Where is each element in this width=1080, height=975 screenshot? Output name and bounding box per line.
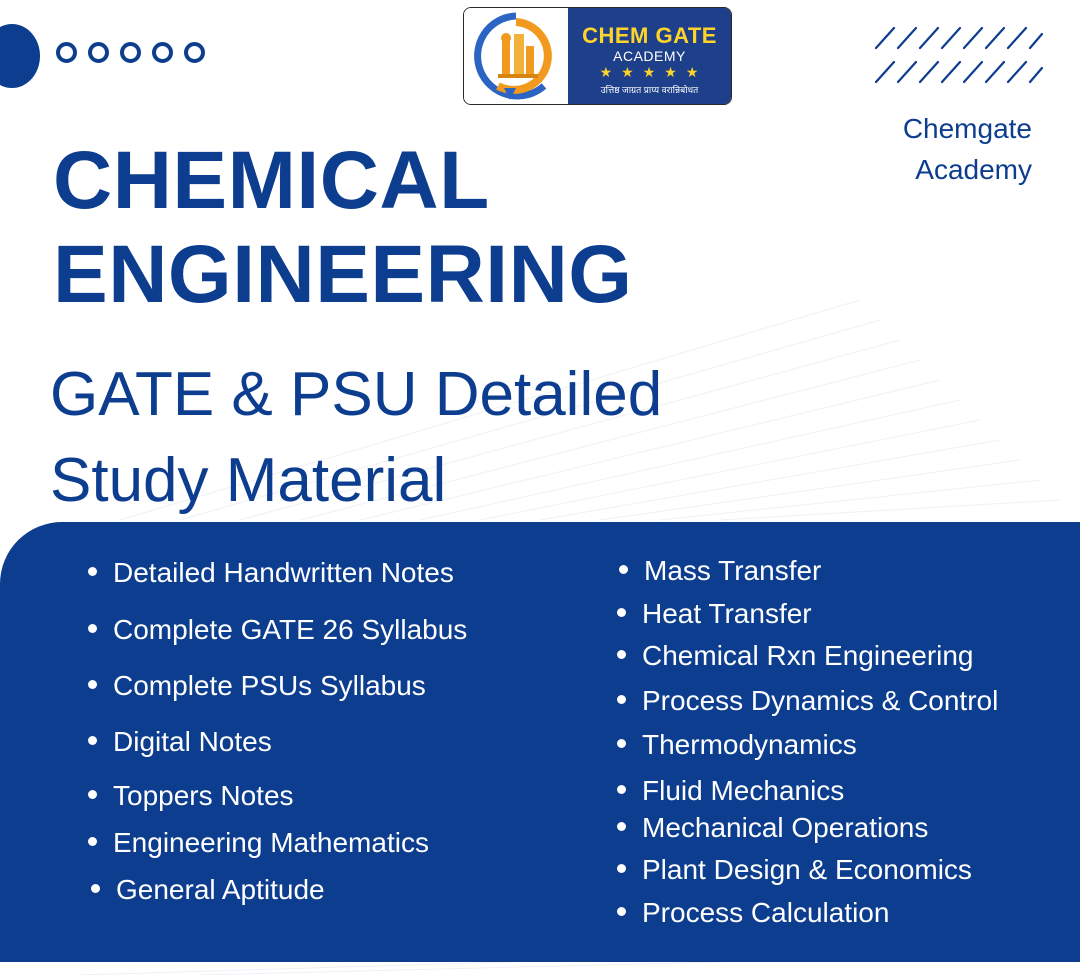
bullet-icon	[88, 680, 97, 689]
list-item	[88, 725, 272, 759]
ring-dot	[120, 42, 141, 63]
academy-name-line2: Academy	[915, 154, 1032, 185]
logo-motto: उत्तिष्ठ जाग्रत प्राप्य वरान्निबोधत	[600, 84, 699, 95]
list-item	[617, 728, 857, 762]
ring-dot	[152, 42, 173, 63]
list-item	[88, 613, 467, 647]
list-item-label: Toppers Notes	[113, 780, 294, 811]
list-item	[617, 896, 889, 930]
list-item	[617, 597, 812, 631]
subtitle	[50, 352, 662, 524]
list-item-label: Chemical Rxn Engineering	[642, 640, 974, 671]
bullet-icon	[617, 785, 626, 794]
list-item-label: Fluid Mechanics	[642, 775, 845, 806]
logo-emblem	[464, 8, 568, 104]
list-item-label: Thermodynamics	[642, 729, 857, 760]
main-title-line2: ENGINEERING	[53, 229, 633, 320]
bullet-icon	[617, 650, 626, 659]
bullet-icon	[88, 567, 97, 576]
list-item	[88, 779, 294, 813]
list-item-label: General Aptitude	[116, 874, 325, 905]
bullet-icon	[617, 739, 626, 748]
bullet-icon	[88, 624, 97, 633]
main-title	[53, 134, 633, 322]
list-item	[88, 669, 426, 703]
bullet-icon	[619, 565, 628, 574]
academy-name	[903, 108, 1032, 190]
list-item	[617, 811, 928, 845]
ring-dot	[56, 42, 77, 63]
logo-stars: ★★★★★	[599, 63, 708, 80]
list-item-label: Process Calculation	[642, 897, 890, 928]
list-item	[91, 873, 325, 907]
corner-circle-decoration	[0, 24, 40, 88]
list-item-label: Mechanical Operations	[642, 812, 929, 843]
list-item-label: Heat Transfer	[642, 598, 812, 629]
ring-dot	[184, 42, 205, 63]
list-item-label: Digital Notes	[113, 726, 272, 757]
slash-pattern-decoration	[870, 24, 1050, 94]
bullet-icon	[617, 695, 626, 704]
bullet-icon	[88, 837, 97, 846]
academy-name-line1: Chemgate	[902, 113, 1032, 144]
list-item-label: Process Dynamics & Control	[642, 685, 999, 716]
dot-row-decoration	[56, 42, 205, 63]
logo-text-block	[568, 8, 731, 104]
bullet-icon	[91, 884, 100, 893]
list-item-label: Engineering Mathematics	[113, 827, 429, 858]
list-item-label: Mass Transfer	[644, 555, 822, 586]
subtitle-line2: Study Material	[50, 446, 447, 515]
list-item	[617, 684, 998, 718]
list-item-label: Plant Design & Economics	[642, 854, 972, 885]
bullet-icon	[617, 907, 626, 916]
bullet-icon	[88, 790, 97, 799]
bullet-icon	[617, 608, 626, 617]
list-item	[617, 853, 972, 887]
list-item-label: Complete GATE 26 Syllabus	[113, 614, 468, 645]
bullet-icon	[617, 864, 626, 873]
chem-gate-logo	[463, 7, 732, 105]
list-item	[617, 639, 974, 673]
list-item-label: Complete PSUs Syllabus	[113, 670, 426, 701]
logo-subtitle: ACADEMY	[613, 47, 686, 64]
subtitle-line1: GATE & PSU Detailed	[50, 360, 663, 429]
list-item	[617, 774, 844, 808]
list-item-label: Detailed Handwritten Notes	[113, 557, 454, 588]
main-title-line1: CHEMICAL	[53, 135, 490, 226]
ring-dot	[88, 42, 109, 63]
bullet-icon	[617, 822, 626, 831]
logo-brand-name: CHEM GATE	[582, 22, 717, 48]
flask-plant-icon	[464, 8, 568, 105]
bullet-icon	[88, 736, 97, 745]
list-item	[88, 826, 429, 860]
list-item	[619, 554, 821, 588]
list-item	[88, 556, 454, 590]
